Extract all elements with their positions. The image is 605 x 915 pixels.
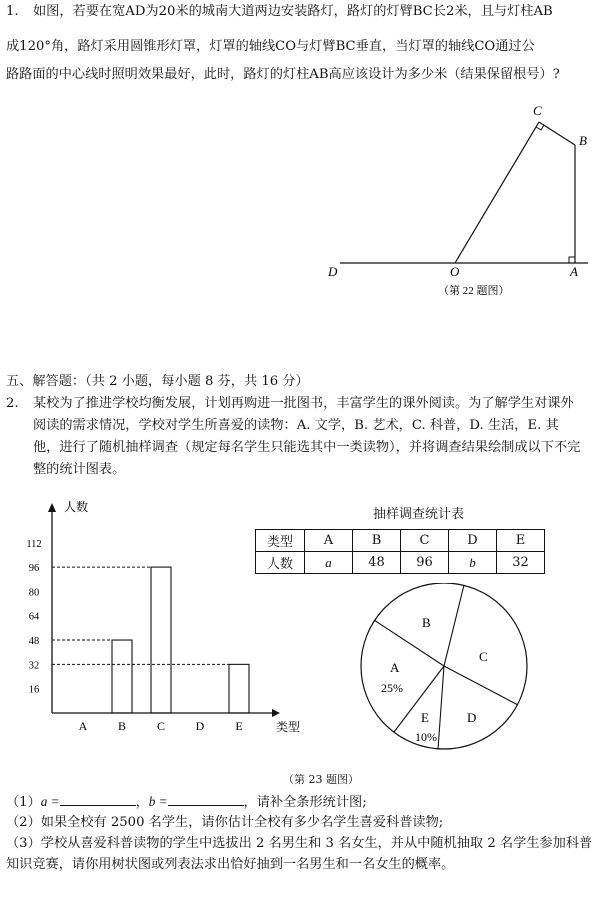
- label-C: C: [533, 103, 542, 118]
- label-B: B: [579, 133, 587, 148]
- q2-sub3-line1: （3）学校从喜爱科普读物的学生中选拔出 2 名男生和 3 名女生，并从中随机抽取 2 名学生参加科普: [6, 836, 593, 851]
- y-tick-label-96: 96: [28, 563, 40, 575]
- td-d-value: b: [449, 552, 497, 574]
- right-angle-A: [569, 257, 575, 263]
- y-tick-label-112: 112: [26, 538, 42, 550]
- q2-line-1: 某校为了推进学校均衡发展，计划再购进一批图书，丰富学生的课外阅读。为了解学生对课外: [33, 396, 574, 411]
- q1-line-3: 路路面的中心线时照明效果最好，此时，路灯的灯柱AB高应该设计为多少米（结果保留根号）?: [6, 67, 560, 82]
- stat-table-count-row: [256, 552, 545, 574]
- th-b: B: [353, 530, 401, 552]
- th-c: C: [401, 530, 449, 552]
- td-b-value: 48: [353, 552, 401, 574]
- td-a-value: a: [305, 552, 353, 574]
- td-count-label: 人数: [256, 552, 305, 574]
- q1-geometry-figure: [320, 100, 600, 300]
- x-tick-label-D: D: [195, 719, 205, 733]
- th-d: D: [449, 530, 497, 552]
- sub1-suffix: ，请补全条形统计图;: [243, 795, 367, 810]
- axis-CO: [455, 122, 539, 263]
- sub1-comma: ，: [135, 795, 149, 810]
- y-tick-label-32: 32: [28, 660, 40, 672]
- bar-C: [151, 567, 171, 713]
- arm-BC: [539, 122, 575, 145]
- pie-label-E-percent: 10%: [415, 730, 437, 744]
- y-axis-label: 人数: [64, 500, 89, 514]
- td-e-value: 32: [497, 552, 545, 574]
- pie-label-D: D: [467, 710, 477, 725]
- y-tick-label-64: 64: [28, 611, 40, 623]
- th-type: 类型: [256, 530, 305, 552]
- pie-label-B: B: [422, 615, 431, 630]
- x-axis-arrow: [272, 709, 280, 717]
- pie-divider-3: [444, 666, 518, 705]
- pie-chart: [355, 583, 535, 755]
- sub1-b-label: b =: [148, 794, 168, 809]
- sub1-b-blank[interactable]: [168, 793, 244, 806]
- pie-divider-5: [394, 666, 444, 732]
- label-A: A: [570, 264, 578, 279]
- q1-caption: （第 22 题图）: [438, 285, 510, 297]
- q1-line-1: 如图，若要在宽AD为20米的城南大道两边安装路灯，路灯的灯臂BC长2米，且与灯柱AB: [33, 4, 553, 19]
- pie-divider-4: [438, 666, 444, 749]
- x-tick-label-C: C: [156, 719, 166, 733]
- th-a: A: [305, 530, 353, 552]
- sub1-prefix: （1）: [6, 795, 41, 810]
- pie-divider-2: [444, 585, 464, 666]
- stat-table: [255, 529, 545, 574]
- q2-line-3: 他，进行了随机抽样调查（规定每名学生只能选其中一类读物），并将调查结果绘制成以下不完: [33, 440, 581, 455]
- bar-B: [112, 640, 132, 713]
- q2-line-2: 阅读的需求情况，学校对学生所喜爱的读物：A. 文学，B. 艺术，C. 科普，D. 生活，E. 其: [33, 418, 559, 433]
- q2-number: 2.: [6, 396, 19, 411]
- pie-label-C: C: [479, 649, 488, 664]
- stat-table-title: 抽样调查统计表: [373, 507, 465, 522]
- x-axis-label: 类型: [276, 720, 301, 734]
- q2-line-4: 整的统计图表。: [33, 462, 126, 477]
- q1-line-2: 成120°角，路灯采用圆锥形灯罩，灯罩的轴线CO与灯臂BC垂直，当灯罩的轴线CO通过公: [6, 39, 535, 54]
- q1-number: 1.: [6, 4, 19, 19]
- pie-label-A-percent: 25%: [381, 681, 403, 695]
- x-tick-label-E: E: [235, 719, 243, 733]
- q2-caption: （第 23 题图）: [283, 773, 359, 786]
- pie-label-E: E: [421, 710, 429, 725]
- td-c-value: 96: [401, 552, 449, 574]
- x-tick-label-A: A: [78, 719, 88, 733]
- label-D: D: [328, 264, 338, 279]
- section-5-heading: 五、解答题：（共 2 小题，每小题 8 芬，共 16 分）: [6, 374, 309, 389]
- pie-divider-1: [374, 620, 444, 666]
- stat-table-header-row: [256, 530, 545, 552]
- y-axis-arrow: [48, 503, 56, 512]
- q2-sub2: （2）如果全校有 2500 名学生，请你估计全校有多少名学生喜爱科普读物;: [6, 815, 444, 830]
- q2-sub1: [6, 792, 367, 813]
- y-tick-label-16: 16: [28, 684, 40, 696]
- sub1-a-label: a =: [40, 794, 60, 809]
- q2-sub3-line2: 知识竞赛，请你用树状图或列表法求出恰好抽到一名男生和一名女生的概率。: [6, 857, 455, 872]
- pie-label-A: A: [390, 660, 400, 675]
- label-O: O: [450, 264, 460, 279]
- bar-E: [229, 664, 249, 713]
- y-tick-label-80: 80: [28, 587, 40, 599]
- y-tick-label-48: 48: [28, 636, 40, 648]
- th-e: E: [497, 530, 545, 552]
- x-tick-label-B: B: [117, 719, 127, 733]
- sub1-a-blank[interactable]: [60, 793, 136, 806]
